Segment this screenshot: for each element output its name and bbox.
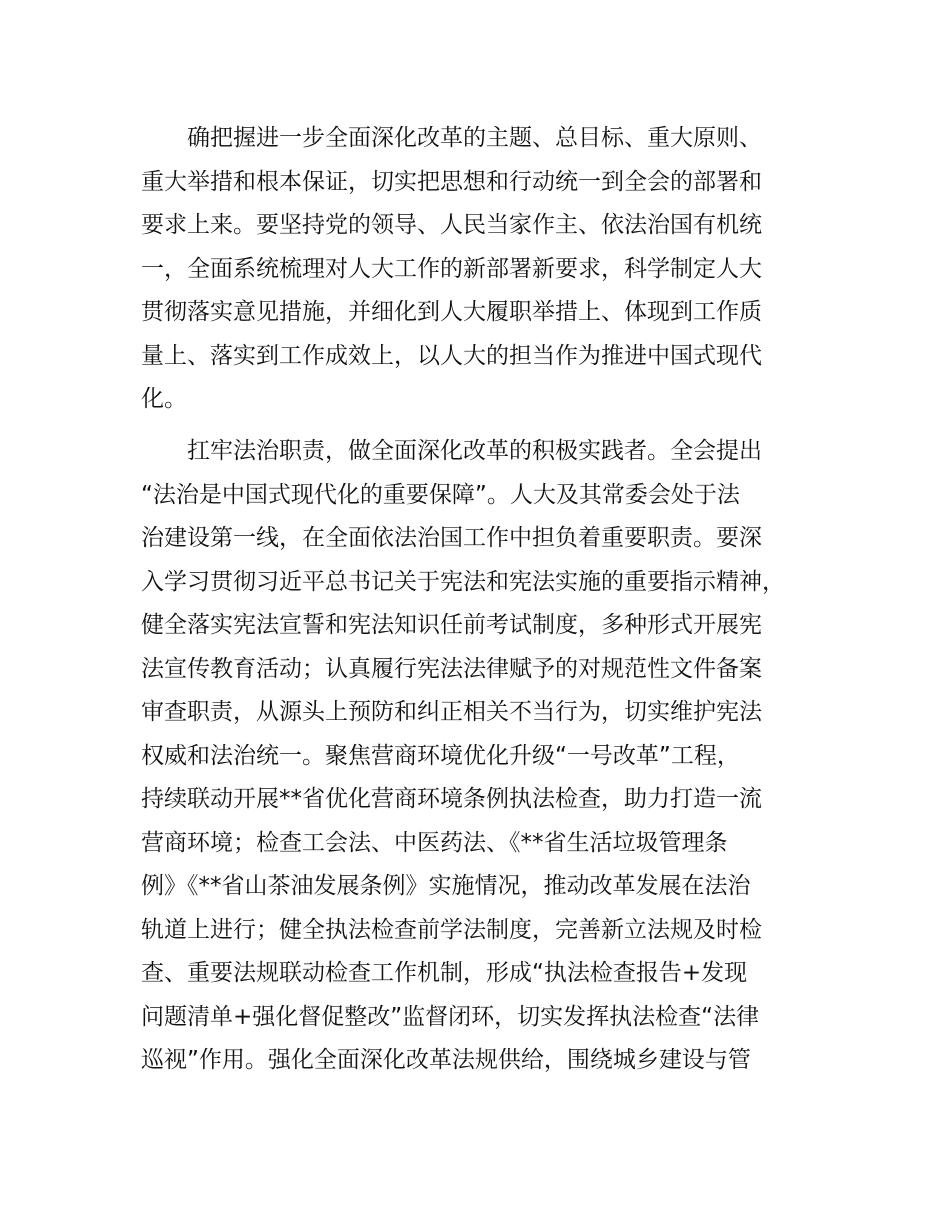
text-line: 扛牢法治职责，做全面深化改革的积极实践者。全会提出 (141, 438, 762, 464)
text-line: 贯彻落实意见措施，并细化到人大履职举措上、体现到工作质 (141, 299, 762, 325)
text-line: 审查职责，从源头上预防和纠正相关不当行为，切实维护宪法 (141, 699, 762, 725)
text-line: 一，全面系统梳理对人大工作的新部署新要求，科学制定人大 (141, 256, 762, 282)
text-line: 法宣传教育活动；认真履行宪法法律赋予的对规范性文件备案 (141, 656, 762, 682)
text-line: 轨道上进行；健全执法检查前学法制度，完善新立法规及时检 (141, 917, 762, 943)
text-line: 查、重要法规联动检查工作机制，形成“执法检查报告+发现 (141, 960, 748, 986)
text-line: 化。 (141, 386, 187, 412)
text-line: 问题清单+强化督促整改”监督闭环，切实发挥执法检查“法律 (141, 1004, 760, 1030)
text-line: 入学习贯彻习近平总书记关于宪法和宪法实施的重要指示精神， (141, 569, 785, 595)
text-line: 权威和法治统一。聚焦营商环境优化升级“一号改革”工程， (141, 743, 740, 769)
text-line: 治建设第一线，在全面依法治国工作中担负着重要职责。要深 (141, 525, 762, 551)
text-line: 持续联动开展**省优化营商环境条例执法检查，助力打造一流 (141, 786, 762, 812)
text-line: 重大举措和根本保证，切实把思想和行动统一到全会的部署和 (141, 169, 762, 195)
text-line: “法治是中国式现代化的重要保障”。人大及其常委会处于法 (141, 482, 740, 508)
text-line: 巡视”作用。强化全面深化改革法规供给，围绕城乡建设与管 (141, 1047, 751, 1073)
text-line: 营商环境；检查工会法、中医药法、《**省生活垃圾管理条 (141, 830, 728, 856)
text-line: 健全落实宪法宣誓和宪法知识任前考试制度，多种形式开展宪 (141, 612, 762, 638)
text-line: 确把握进一步全面深化改革的主题、总目标、重大原则、 (141, 125, 762, 151)
text-line: 要求上来。要坚持党的领导、人民当家作主、依法治国有机统 (141, 212, 762, 238)
text-line: 例》《**省山茶油发展条例》实施情况，推动改革发展在法治 (141, 873, 751, 899)
text-line: 量上、落实到工作成效上，以人大的担当作为推进中国式现代 (141, 343, 762, 369)
